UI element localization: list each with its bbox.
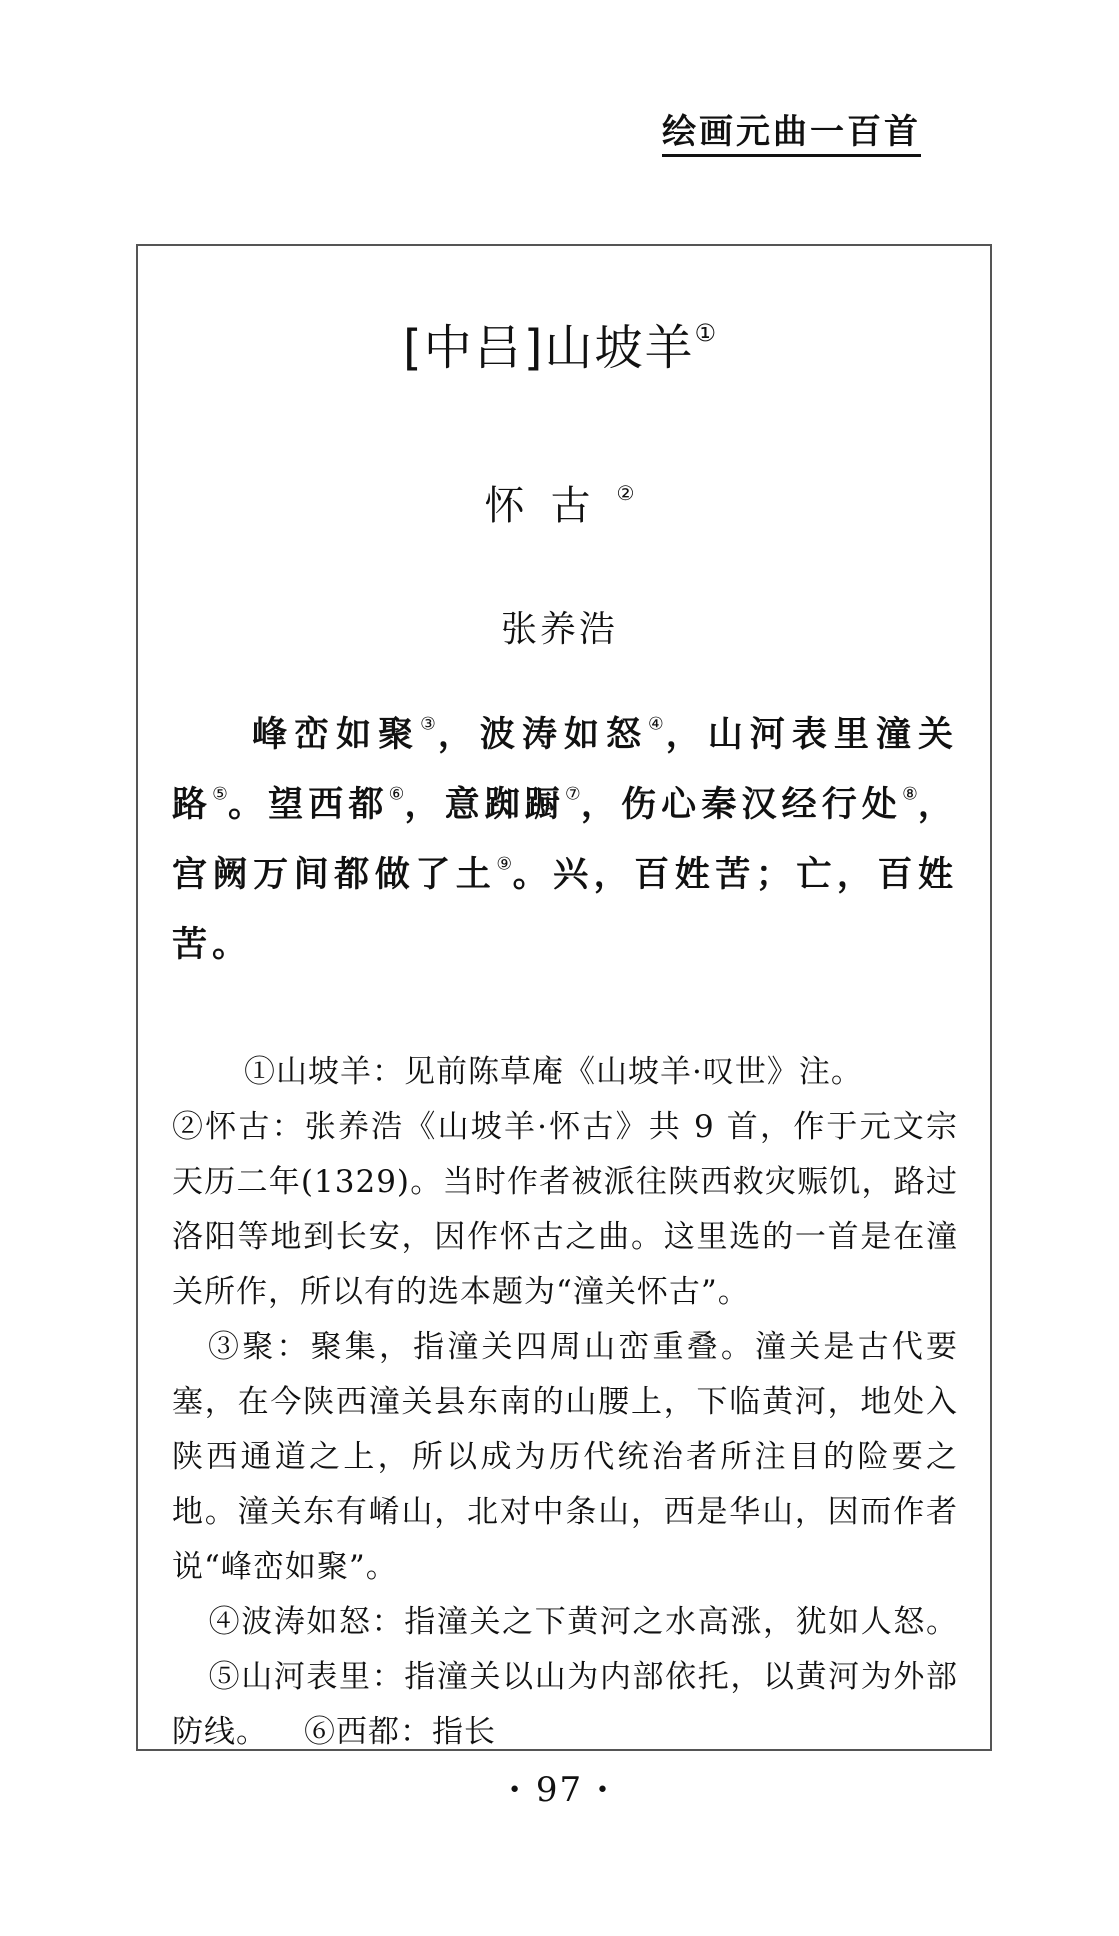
poem-segment: ，波涛如怒 <box>437 715 649 755</box>
poem-author: 张养浩 <box>500 609 618 650</box>
poem-segment: ，宫阙万间都做了土 <box>172 785 958 895</box>
subtitle-note-marker: ② <box>616 481 635 505</box>
poem-segment: ，伤心秦汉经行处 <box>580 785 903 825</box>
note-1: ①山坡羊：见前陈草庵《山坡羊·叹世》注。 <box>244 1054 863 1090</box>
qupai-title-text: [中吕]山坡羊 <box>403 320 695 376</box>
poem-note-marker: ⑥ <box>388 784 405 805</box>
annotations <box>172 1045 958 1750</box>
poem-note-marker: ⑨ <box>496 854 513 875</box>
note-5: ⑤山河表里：指潼关以山为内部依托，以黄河为外部防线。 <box>172 1659 958 1750</box>
poem-segment: 峰峦如聚 <box>252 715 421 755</box>
poem-segment: 。兴，百姓苦；亡，百姓苦。 <box>172 855 958 965</box>
poem-segment: ，意踟蹰 <box>404 785 566 825</box>
qupai-note-marker: ① <box>694 319 716 348</box>
poem-note-marker: ⑦ <box>565 784 581 805</box>
running-head-book-title: 绘画元曲一百首 <box>662 112 921 157</box>
note-2: ②怀古：张养浩《山坡羊·怀古》共 9 首，作于元文宗天历二年(1329)。当时作者被派往陕西救灾赈饥，路过洛阳等地到长安，因作怀古之曲。这里选的一首是在潼关所作，所以有的选本题为“潼关怀古”。 <box>172 1109 958 1310</box>
poem-subtitle-text: 怀古 <box>484 483 617 529</box>
poem-subtitle <box>0 480 1119 532</box>
page-number: • 97 • <box>508 1770 611 1810</box>
poem-note-marker: ④ <box>648 714 666 735</box>
note-4: ④波涛如怒：指潼关之下黄河之水高涨，犹如人怒。 <box>208 1604 958 1640</box>
page-number-value: 97 <box>535 1770 584 1810</box>
note-3: ③聚：聚集，指潼关四周山峦重叠。潼关是古代要塞，在今陕西潼关县东南的山腰上，下临黄河，地处入陕西通道之上，所以成为历代统治者所注目的险要之地。潼关东有崤山，北对中条山，西是华山，因而作者说“峰峦如聚”。 <box>172 1329 958 1585</box>
poem-segment: ，山河表里潼关路 <box>172 715 958 825</box>
qupai-title <box>0 318 1119 378</box>
note-6: ⑥西都：指长 <box>304 1714 496 1750</box>
poem-note-marker: ⑧ <box>902 784 918 805</box>
poem-segment: 。望西都 <box>228 785 389 825</box>
poem-note-marker: ③ <box>420 714 438 735</box>
poem-body <box>172 700 958 980</box>
poem-note-marker: ⑤ <box>212 784 228 805</box>
